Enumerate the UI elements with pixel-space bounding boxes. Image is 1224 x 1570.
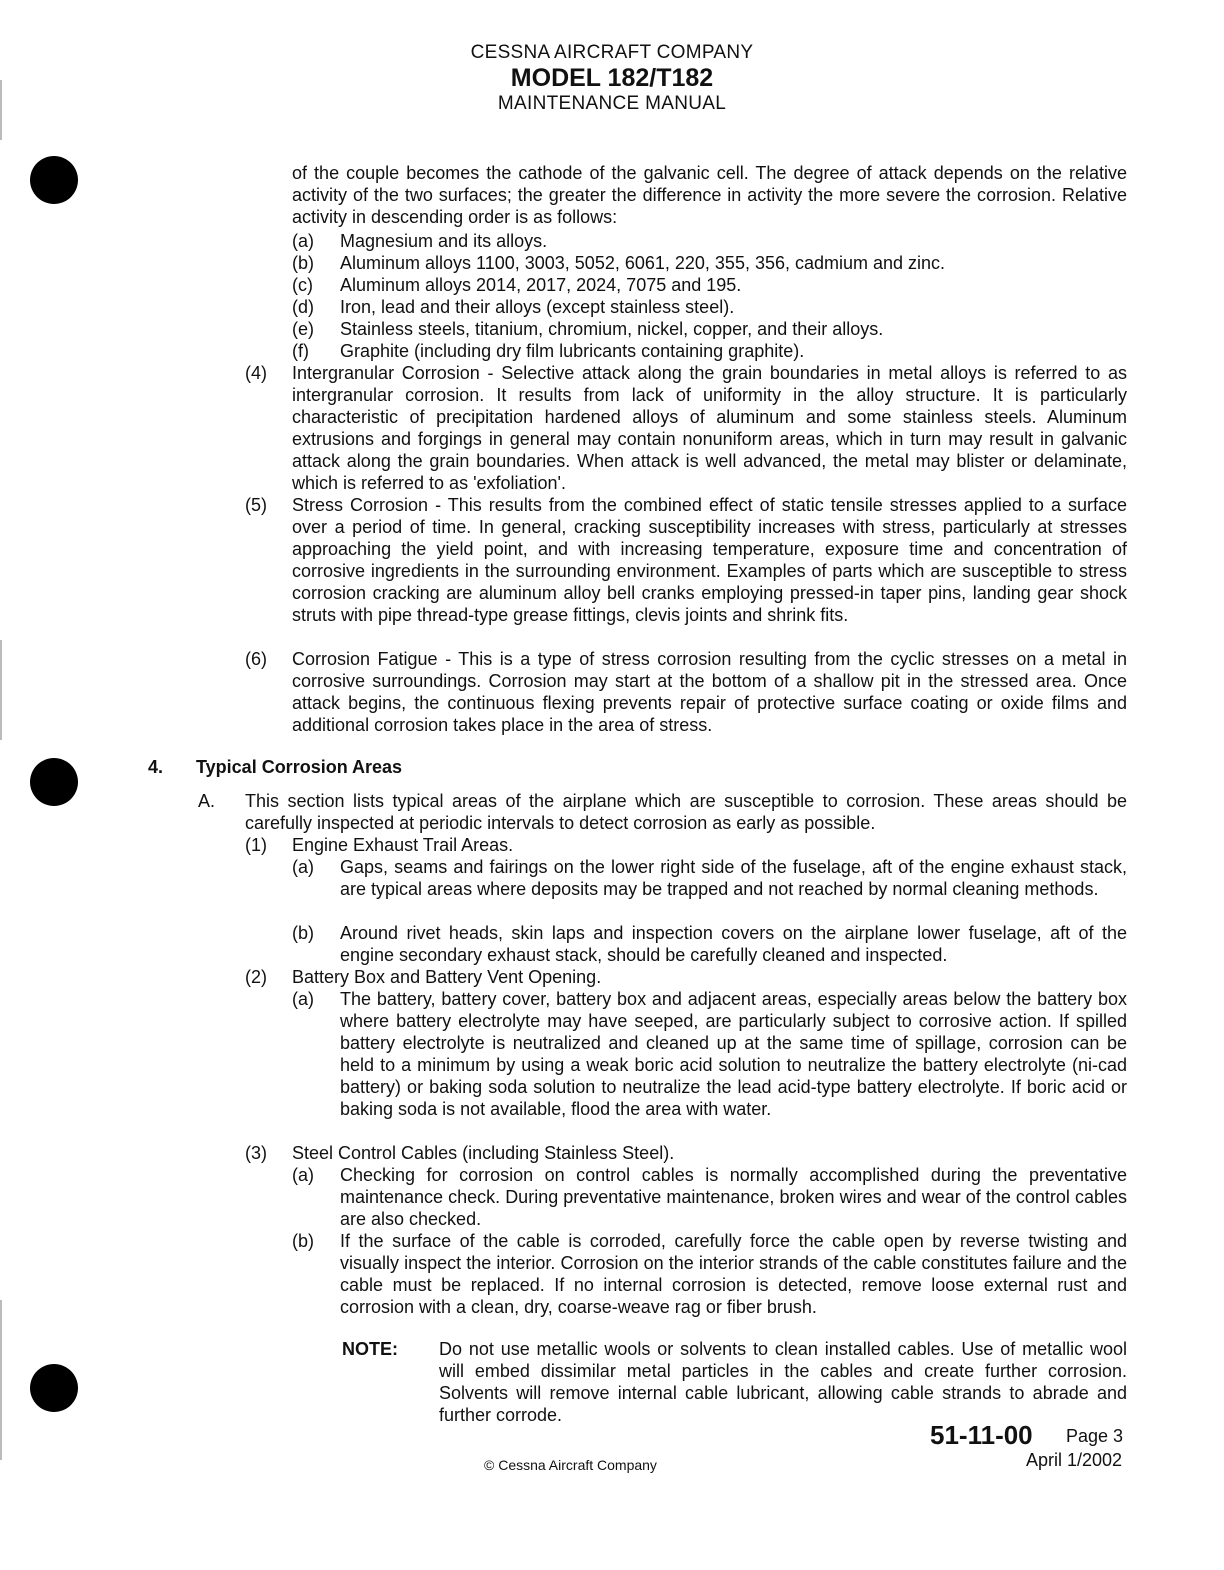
page-number: Page 3 [1066, 1426, 1124, 1446]
subitem-text: Gaps, seams and fairings on the lower right side of the fuselage, aft of the engine exhaust stack, are typical areas where deposits may be trapped and not reached by normal cleaning methods. [340, 857, 1127, 899]
list-label: (b) [292, 253, 314, 273]
list-item: Iron, lead and their alloys (except stainless steel). [340, 297, 735, 317]
scan-edge [0, 640, 2, 740]
stress-corrosion-paragraph: Stress Corrosion - This results from the combined effect of static tensile stresses applied to a surface over a period of time. In general, cracking susceptibility increases with stress, particularly at stresses approaching the yield point, and with increasing temperature, exposure time and concentration of corrosive ingredients in the surrounding environment. Examples of parts which are susceptible to stress corrosion cracking are aluminum alloy bell cranks employing pressed-in taper pins, landing gear shock struts with pipe thread-type grease fittings, clevis joints and shrink fits. [292, 495, 1127, 625]
list-label: (e) [292, 319, 314, 339]
item-title: Steel Control Cables (including Stainless Steel). [292, 1143, 675, 1163]
list-item: Magnesium and its alloys. [340, 231, 548, 251]
copyright-notice: © Cessna Aircraft Company [484, 1457, 657, 1473]
note-label: NOTE: [342, 1339, 398, 1359]
paragraph-label: (4) [245, 363, 267, 383]
chapter-code: 51-11-00 [930, 1420, 1033, 1450]
list-item: Aluminum alloys 1100, 3003, 5052, 6061, 220, 355, 356, cadmium and zinc. [340, 253, 946, 273]
list-item: Aluminum alloys 2014, 2017, 2024, 7075 and 195. [340, 275, 742, 295]
subitem-text: If the surface of the cable is corroded, carefully force the cable open by reverse twisting and visually inspect the interior. Corrosion on the interior strands of the cable constitutes failure and the cable must be replaced. If no internal corrosion is detected, remove loose external rust and corrosion with a clean, dry, coarse-weave rag or fiber brush. [340, 1231, 1127, 1317]
paragraph-label: (6) [245, 649, 267, 669]
subitem-text: The battery, battery cover, battery box and adjacent areas, especially areas below the battery box where battery electrolyte may have seeped, are particularly subject to corrosive action. If spilled battery electrolyte is neutralized and cleaned up at the same time of spillage, corrosion can be held to a minimum by using a weak boric acid solution to neutralize the battery electrolyte (ni-cad battery) or baking soda solution to neutralize the lead acid-type battery electrolyte. If boric acid or baking soda is not available, flood the area with water. [340, 989, 1127, 1119]
section-title: Typical Corrosion Areas [196, 757, 403, 777]
paragraph-label: (5) [245, 495, 267, 515]
subitem-label: (a) [292, 857, 314, 877]
section-number: 4. [148, 757, 164, 777]
manual-title: MAINTENANCE MANUAL [497, 92, 727, 114]
intergranular-corrosion-paragraph: Intergranular Corrosion - Selective attack along the grain boundaries in metal alloys is referred to as intergranular corrosion. It results from lack of uniformity in the alloy structure. It is particularly characteristic of precipitation hardened alloys of aluminum and some stainless steels. Aluminum extrusions and forgings in general may contain nonuniform areas, which in turn may result in galvanic attack along the grain boundaries. When attack is well advanced, the metal may blister or delaminate, which is referred to as 'exfoliation'. [292, 363, 1127, 493]
subitem-label: (a) [292, 989, 314, 1009]
item-label: (2) [245, 967, 267, 987]
item-title: Engine Exhaust Trail Areas. [292, 835, 514, 855]
note-text: Do not use metallic wools or solvents to clean installed cables. Use of metallic wool will embed dissimilar metal particles in the cables and create further corrosion. Solvents will remove internal cable lubricant, allowing cable strands to abrade and further corrode. [439, 1339, 1127, 1425]
subitem-label: (b) [292, 1231, 314, 1251]
paragraph-label: A. [198, 791, 216, 811]
item-label: (3) [245, 1143, 267, 1163]
corrosion-fatigue-paragraph: Corrosion Fatigue - This is a type of stress corrosion resulting from the cyclic stresses on a metal in corrosive surroundings. Corrosion may start at the bottom of a shallow pit in the stressed area. Once attack begins, the continuous flexing prevents repair of protective surface coating or oxide films and additional corrosion takes place in the area of stress. [292, 649, 1127, 735]
list-label: (d) [292, 297, 314, 317]
item-label: (1) [245, 835, 267, 855]
page-header [0, 42, 1224, 114]
intro-paragraph: of the couple becomes the cathode of the galvanic cell. The degree of attack depends on the relative activity of the two surfaces; the greater the difference in activity the more severe the corrosion. Relative activity in descending order is as follows: [292, 163, 1127, 227]
scan-edge [0, 1300, 2, 1460]
model-title: MODEL 182/T182 [510, 63, 714, 92]
list-item: Graphite (including dry film lubricants containing graphite). [340, 341, 805, 361]
binder-hole [30, 1364, 78, 1412]
list-label: (c) [292, 275, 313, 295]
subitem-label: (a) [292, 1165, 314, 1185]
item-title: Battery Box and Battery Vent Opening. [292, 967, 602, 987]
list-item: Stainless steels, titanium, chromium, nickel, copper, and their alloys. [340, 319, 884, 339]
company-name: CESSNA AIRCRAFT COMPANY [470, 42, 754, 63]
section-intro-paragraph: This section lists typical areas of the airplane which are susceptible to corrosion. These areas should be carefully inspected at periodic intervals to detect corrosion as early as possible. [245, 791, 1127, 833]
list-label: (a) [292, 231, 314, 251]
subitem-text: Checking for corrosion on control cables is normally accomplished during the preventative maintenance check. During preventative maintenance, broken wires and wear of the control cables are also checked. [340, 1165, 1127, 1229]
subitem-label: (b) [292, 923, 314, 943]
binder-hole [30, 758, 78, 806]
list-label: (f) [292, 341, 309, 361]
binder-hole [30, 156, 78, 204]
subitem-text: Around rivet heads, skin laps and inspection covers on the airplane lower fuselage, aft of the engine secondary exhaust stack, should be carefully cleaned and inspected. [340, 923, 1127, 965]
revision-date: April 1/2002 [1026, 1450, 1123, 1470]
